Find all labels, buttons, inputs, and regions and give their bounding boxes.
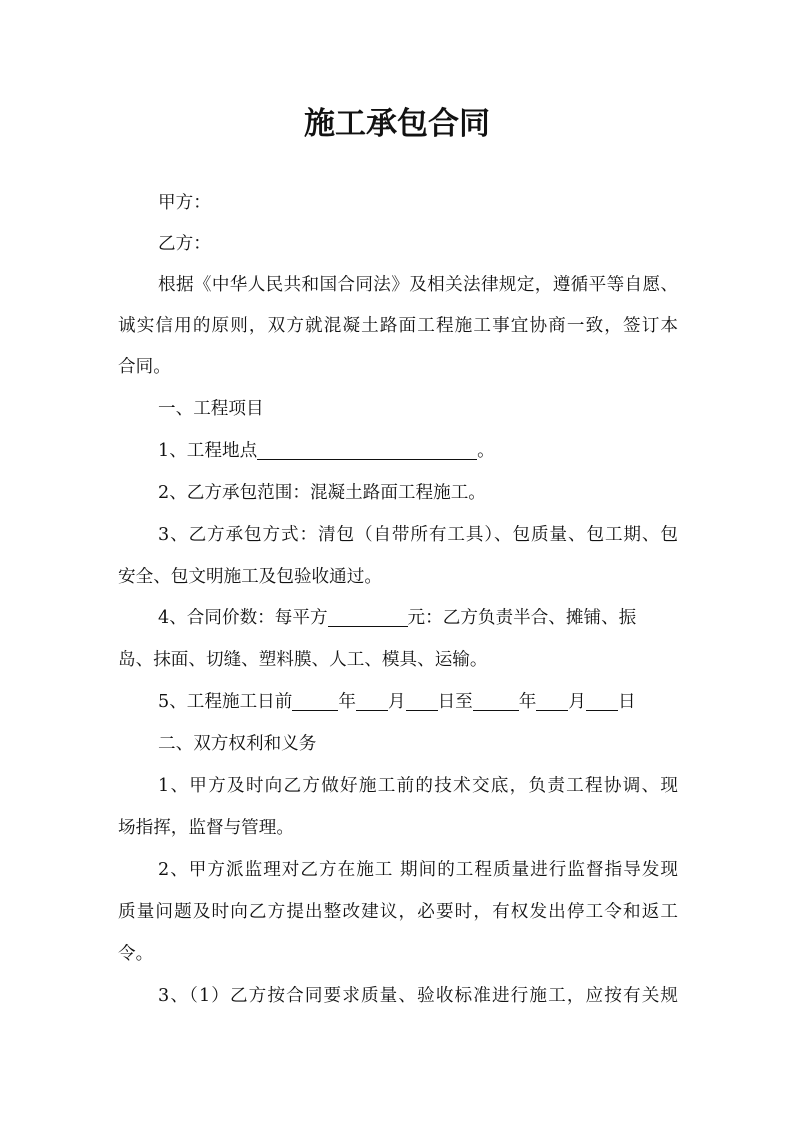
end-day-blank[interactable] xyxy=(586,692,618,711)
clause-1-5 xyxy=(158,689,678,715)
clause-1-1-suffix: 。 xyxy=(477,441,495,461)
intro-line-1: 根据《中华人民共和国合同法》及相关法律规定，遵循平等自愿、 xyxy=(158,275,678,295)
location-blank[interactable] xyxy=(257,441,477,460)
document-title: 施工承包合同 xyxy=(304,106,490,142)
clause-1-1-label: 1、工程地点 xyxy=(158,441,258,461)
end-year-blank[interactable] xyxy=(473,692,519,711)
clause-2-1-line-2: 场指挥，监督与管理。 xyxy=(118,818,294,838)
intro-line-3: 合同。 xyxy=(118,357,171,377)
end-month-blank[interactable] xyxy=(536,692,568,711)
start-month-label: 月 xyxy=(387,692,406,712)
start-month-blank[interactable] xyxy=(356,692,388,711)
clause-1-2: 2、乙方承包范围：混凝土路面工程施工。 xyxy=(158,483,486,503)
clause-1-3-line-2: 安全、包文明施工及包验收通过。 xyxy=(118,567,382,587)
unit-price-blank[interactable] xyxy=(328,608,408,627)
clause-1-4-prefix: 4、合同价数：每平方 xyxy=(158,608,328,628)
clause-2-2-line-2: 质量问题及时向乙方提出整改建议，必要时，有权发出停工令和返工 xyxy=(118,902,678,922)
start-day-blank[interactable] xyxy=(406,692,438,711)
clause-2-2-line-3: 令。 xyxy=(118,944,154,964)
clause-2-1-line-1: 1、甲方及时向乙方做好施工前的技术交底，负责工程协调、现 xyxy=(158,776,678,796)
end-year-label: 年 xyxy=(518,692,537,712)
clause-1-3-line-1: 3、乙方承包方式：清包（自带所有工具）、包质量、包工期、包 xyxy=(158,525,678,545)
start-year-label: 年 xyxy=(338,692,356,712)
start-day-to-label: 日至 xyxy=(437,692,473,712)
clause-2-2-line-1: 2、甲方派监理对乙方在施工 期间的工程质量进行监督指导发现 xyxy=(158,860,678,880)
clause-1-4-suffix: 元：乙方负责半合、摊铺、振 xyxy=(407,608,637,628)
end-month-label: 月 xyxy=(568,692,586,712)
party-a-label: 甲方： xyxy=(158,193,211,213)
clause-1-4-line-2: 岛、抹面、切缝、塑料膜、人工、模具、运输。 xyxy=(118,650,488,670)
section-2-heading: 二、双方权利和义务 xyxy=(158,734,317,754)
clause-1-4-line-1 xyxy=(158,605,678,631)
end-day-label: 日 xyxy=(618,692,636,712)
intro-line-2: 诚实信用的原则，双方就混凝土路面工程施工事宜协商一致，签订本 xyxy=(118,316,678,336)
start-year-blank[interactable] xyxy=(292,692,338,711)
clause-1-5-prefix: 5、工程施工日前 xyxy=(158,692,293,712)
clause-2-3-line-1: 3、（1）乙方按合同要求质量、验收标准进行施工，应按有关规 xyxy=(158,986,678,1006)
party-b-label: 乙方： xyxy=(158,234,211,254)
clause-1-1 xyxy=(158,438,678,464)
section-1-heading: 一、工程项目 xyxy=(158,399,264,419)
